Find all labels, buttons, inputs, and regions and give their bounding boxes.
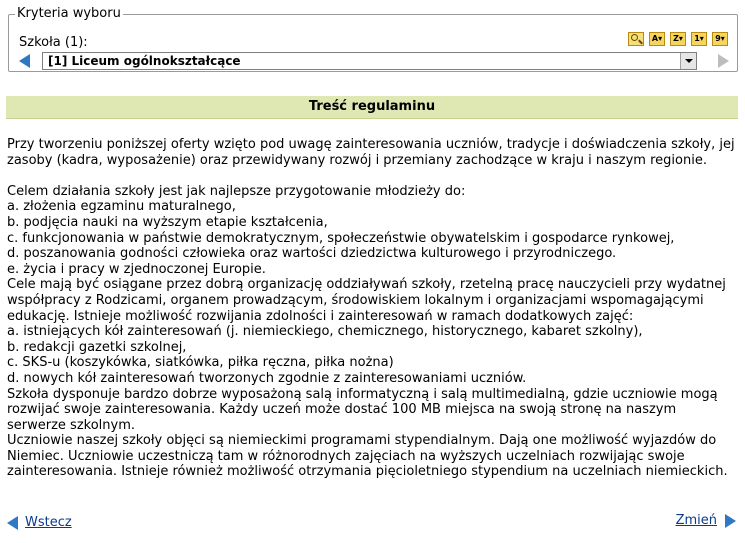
section-title: Treść regulaminu: [6, 96, 738, 119]
chevron-down-icon[interactable]: [680, 53, 696, 69]
school-select[interactable]: [42, 52, 697, 70]
change-link[interactable]: Zmień: [675, 513, 717, 528]
criteria-fieldset: [8, 6, 738, 72]
sort-1-desc-icon[interactable]: 1▾: [691, 32, 707, 46]
regulations-text: Przy tworzeniu poniższej oferty wzięto pod uwagę zainteresowania uczniów, tradycje i doświadczenia szkoły, jej zasoby (kadra, wyposażenie) oraz przewidywany rozwój i przemiany zachodzące w kraju i naszym regionie. Celem działania szkoły jest jak najlepsze przygotowanie młodzieży do: a. złożenia egzaminu maturalnego, b. podjęcia nauki na wyższym etapie kształcenia, c. funkcjonowania w państwie demokratycznym, społeczeństwie obywatelskim i gospodarce rynkowej, d. poszanowania godności człowieka oraz wartości dziedzictwa kulturowego i przyrodniczego. e. życia i pracy w zjednoczonej Europie. Cele mają być osiągane przez dobrą organizację oddziaływań szkoły, rzetelną pracę nauczycieli przy wydatnej współpracy z Rodzicami, organem prowadzącym, środowiskiem lokalnym i organizacjami wspomagającymi edukację. Istnieje możliwość rozwijania zdolności i zainteresowań w ramach dodatkowych zajęć: a. istniejących kół zainteresowań (j. niemieckiego, chemicznego, historycznego, kabaret szkolny), b. redakcji gazetki szkolnej, c. SKS-u (koszykówka, siatkówka, piłka ręczna, piłka nożna) d. nowych kół zainteresowań tworzonych zgodnie z zainteresowaniami uczniów. Szkoła dysponuje bardzo dobrze wyposażoną salą informatyczną i salą multimedialną, gdzie uczniowie mogą rozwijać swoje zainteresowania. Każdy uczeń może dostać 100 MB miejsca na swoją stronę na naszym serwerze szkolnym. Uczniowie naszej szkoły objęci są niemieckimi programami stypendialnym. Dają one możliwość wyjazdów do Niemiec. Uczniowie uczestniczą tam w różnorodnych zajęciach na wyższych uczelniach rozwijając swoje zainteresowania. Istnieje również możliwość otrzymania pięcioletniego stypendium na uczelniach niemieckich.: [7, 137, 735, 480]
previous-school-arrow-icon[interactable]: [19, 54, 30, 68]
school-label: Szkoła (1):: [19, 35, 88, 50]
next-arrow-icon[interactable]: [725, 514, 736, 528]
back-nav[interactable]: [7, 515, 72, 530]
change-nav[interactable]: [676, 513, 736, 528]
sort-toolbar: [628, 32, 728, 46]
next-school-arrow-icon: [718, 54, 729, 68]
sort-a-desc-icon[interactable]: A▾: [649, 32, 665, 46]
criteria-legend: Kryteria wyboru: [17, 6, 121, 21]
back-arrow-icon[interactable]: [7, 516, 18, 530]
sort-9-desc-icon[interactable]: 9▾: [712, 32, 728, 46]
back-link[interactable]: Wstecz: [25, 515, 72, 530]
school-select-value: [1] Liceum ogólnokształcące: [48, 54, 241, 68]
search-icon[interactable]: [628, 32, 644, 46]
sort-z-desc-icon[interactable]: Z▾: [670, 32, 686, 46]
